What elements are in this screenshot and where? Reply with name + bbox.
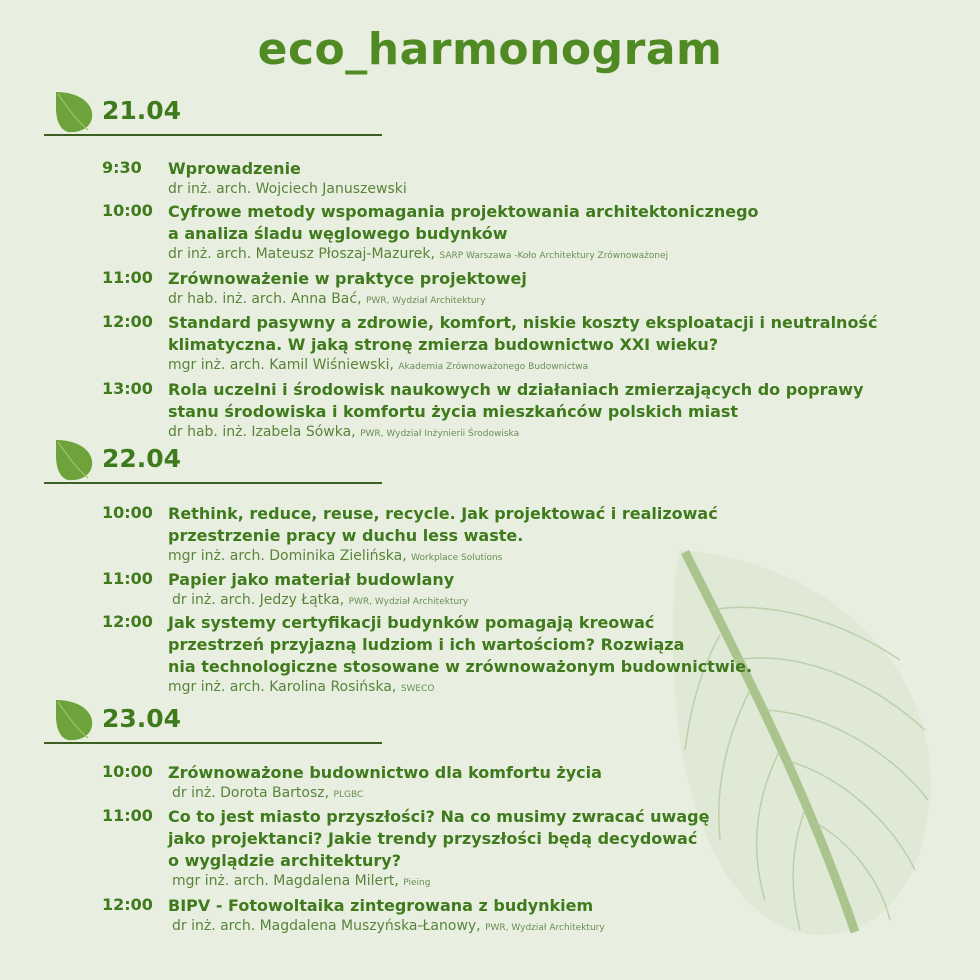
speaker: dr inż. arch. Wojciech Januszewski: [168, 181, 407, 197]
talk-title: Zrównoważone budownictwo dla komfortu życia: [168, 763, 602, 782]
leaf-icon: [52, 698, 96, 742]
affiliation: SARP Warszawa -Koło Architektury Zrównoważonej: [439, 251, 669, 261]
time: 9:30: [102, 158, 142, 177]
day-header-23-04: [44, 698, 384, 748]
talk-title: Rola uczelni i środowisk naukowych w działaniach zmierzających do poprawy stanu środowiska i komfortu życia mieszkańców polskich miast: [168, 380, 864, 421]
poster-title: eco_harmonogram: [257, 24, 723, 75]
talk-title: Rethink, reduce, reuse, recycle. Jak projektować i realizować przestrzenie pracy w duchu less waste.: [168, 504, 718, 545]
schedule-item: [102, 158, 942, 199]
speaker: dr hab. inż. arch. Anna Bać, PWR, Wydział Architektury: [168, 291, 486, 307]
time: 11:00: [102, 268, 153, 287]
time: 12:00: [102, 312, 153, 331]
affiliation: PWR, Wydział Architektury: [365, 296, 486, 306]
talk-title: Wprowadzenie: [168, 159, 301, 178]
speaker: dr inż. arch. Jedzy Łątka, PWR, Wydział Architektury: [172, 592, 469, 608]
affiliation: Workplace Solutions: [411, 553, 503, 563]
schedule-item: [102, 569, 942, 612]
schedule-item: [102, 312, 942, 377]
day-date: 22.04: [102, 444, 182, 473]
speaker: dr inż. Dorota Bartosz, PLGBC: [172, 785, 364, 801]
speaker: dr hab. inż. Izabela Sówka, PWR, Wydział Inżynierii Środowiska: [168, 424, 520, 440]
speaker: mgr inż. arch. Magdalena Milert, Pieing: [172, 873, 431, 889]
talk-title: Standard pasywny a zdrowie, komfort, niskie koszty eksploatacji i neutralność klimatyczna. W jaką stronę zmierza budownictwo XXI wieku?: [168, 313, 878, 354]
leaf-icon: [52, 438, 96, 482]
talk-title: Cyfrowe metody wspomagania projektowania architektonicznego a analiza śladu węglowego budynków: [168, 202, 759, 243]
divider: [44, 482, 382, 484]
time: 13:00: [102, 379, 153, 398]
divider: [44, 742, 382, 744]
time: 10:00: [102, 503, 153, 522]
speaker: mgr inż. arch. Karolina Rosińska, SWECO: [168, 679, 435, 695]
time: 10:00: [102, 201, 153, 220]
affiliation: PWR, Wydział Inżynierii Środowiska: [360, 429, 520, 439]
time: 12:00: [102, 612, 153, 631]
schedule-item: [102, 762, 942, 805]
schedule-item: [102, 612, 942, 699]
schedule-item: [102, 806, 942, 893]
speaker: mgr inż. arch. Kamil Wiśniewski, Akademia Zrównoważonego Budownictwa: [168, 357, 589, 373]
day-date: 23.04: [102, 704, 182, 733]
schedule-item: [102, 503, 942, 568]
leaf-icon: [52, 90, 96, 134]
day-date: 21.04: [102, 96, 182, 125]
schedule-item: [102, 268, 942, 311]
talk-title: Co to jest miasto przyszłości? Na co musimy zwracać uwagę jako projektanci? Jakie trendy przyszłości będą decydować o wyglądzie architektury?: [168, 807, 710, 870]
schedule-item: [102, 379, 942, 444]
time: 11:00: [102, 569, 153, 588]
speaker: dr inż. arch. Mateusz Płoszaj-Mazurek, SARP Warszawa -Koło Architektury Zrównoważonej: [168, 246, 669, 262]
time: 12:00: [102, 895, 153, 914]
talk-title: Jak systemy certyfikacji budynków pomagają kreować przestrzeń przyjazną ludziom i ich wartościom? Rozwiąza nia technologiczne stosowane w zrównoważonym budownictwie.: [168, 613, 753, 676]
affiliation: PWR, Wydział Architektury: [485, 923, 605, 933]
affiliation: Akademia Zrównoważonego Budownictwa: [398, 362, 589, 372]
talk-title: Zrównoważenie w praktyce projektowej: [168, 269, 527, 288]
time: 10:00: [102, 762, 153, 781]
schedule-item: [102, 201, 942, 266]
schedule-item: [102, 895, 942, 938]
affiliation: PLGBC: [333, 790, 364, 800]
affiliation: Pieing: [403, 878, 431, 888]
day-header-22-04: [44, 438, 384, 488]
day-header-21-04: [44, 90, 384, 140]
affiliation: SWECO: [400, 684, 435, 694]
talk-title: BIPV - Fotowoltaika zintegrowana z budynkiem: [168, 896, 594, 915]
affiliation: PWR, Wydział Architektury: [348, 597, 469, 607]
speaker: mgr inż. arch. Dominika Zielińska, Workplace Solutions: [168, 548, 503, 564]
divider: [44, 134, 382, 136]
speaker: dr inż. arch. Magdalena Muszyńska-Łanowy, PWR, Wydział Architektury: [172, 918, 605, 934]
talk-title: Papier jako materiał budowlany: [168, 570, 455, 589]
time: 11:00: [102, 806, 153, 825]
